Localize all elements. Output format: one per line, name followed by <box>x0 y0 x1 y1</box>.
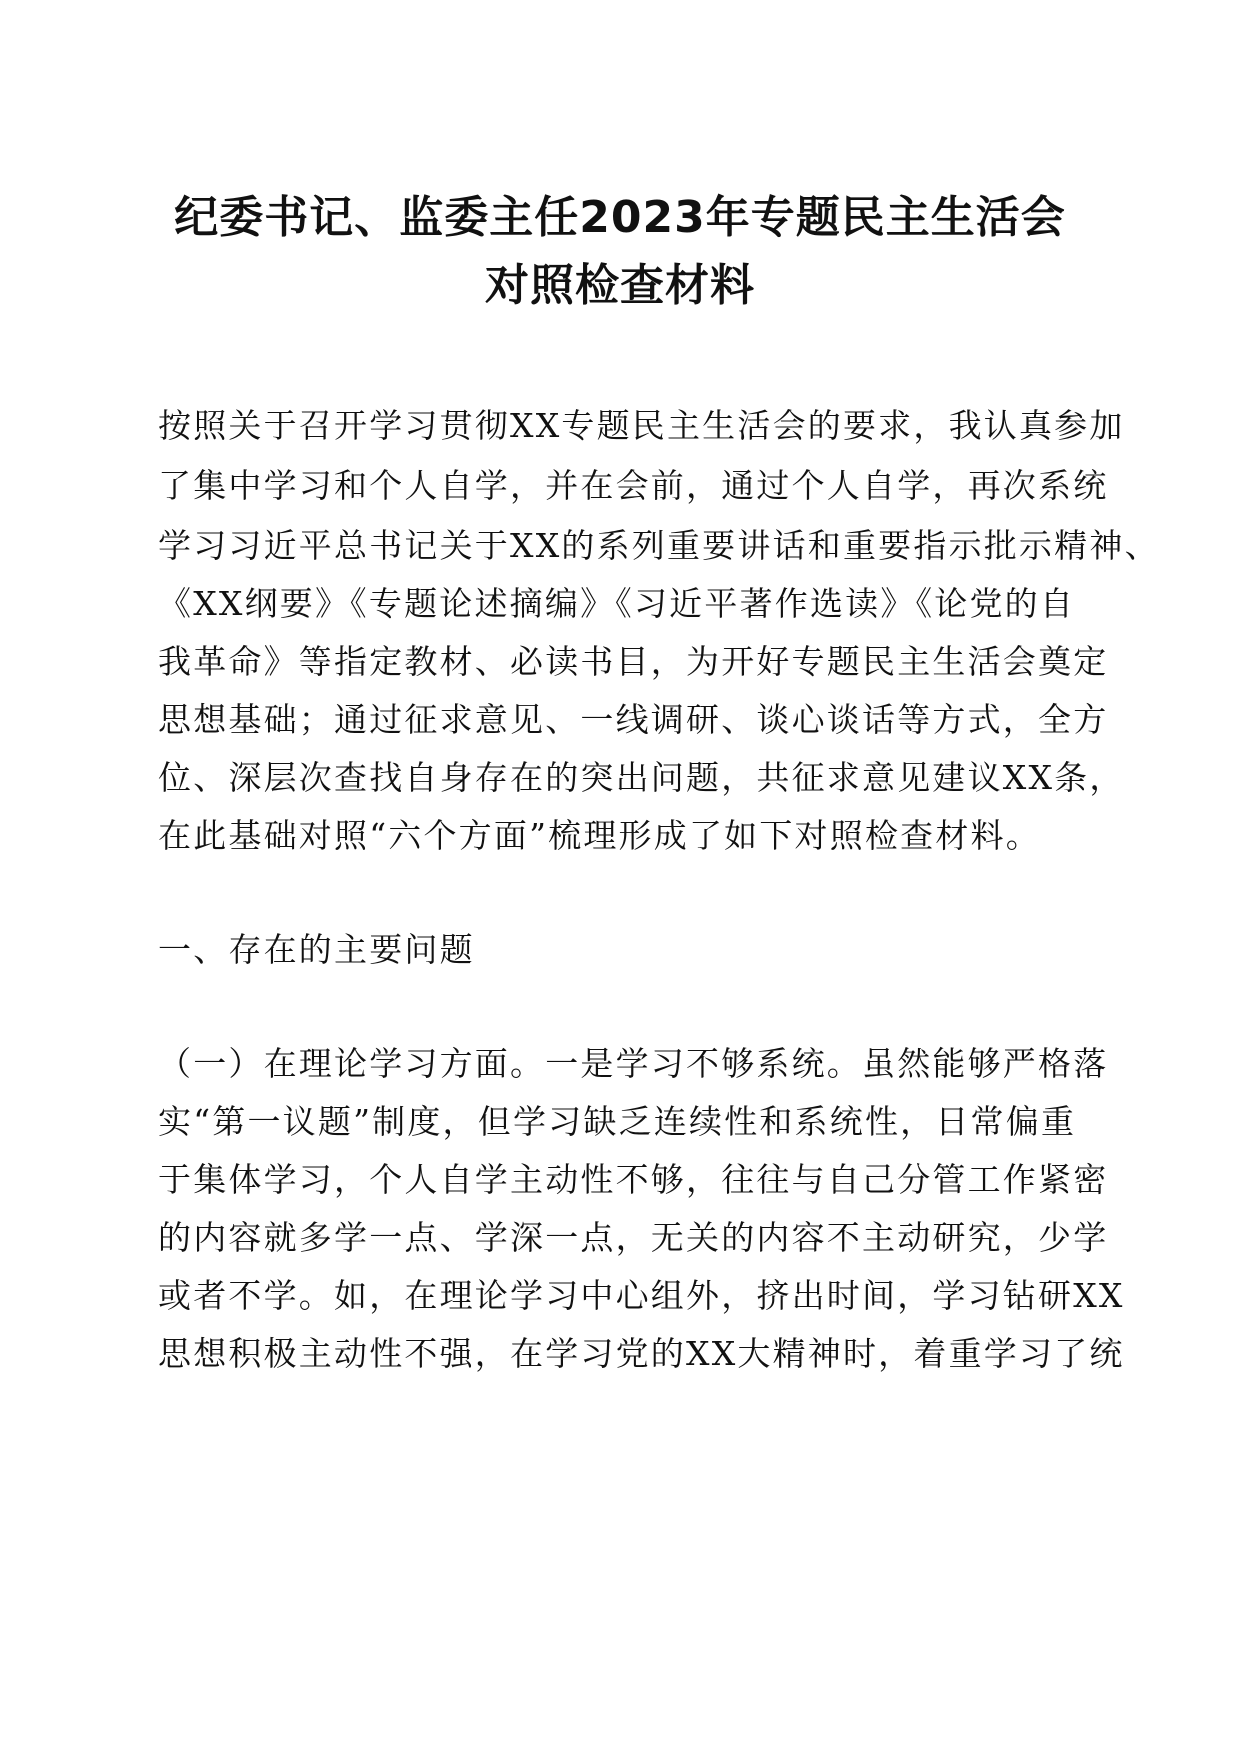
intro-line: 位、深层次查找自身存在的突出问题，共征求意见建议XX条， <box>158 758 1125 797</box>
body-line: （一）在理论学习方面。一是学习不够系统。虽然能够严格落 <box>158 1044 1109 1083</box>
intro-line: 我革命》等指定教材、必读书目，为开好专题民主生活会奠定 <box>158 642 1109 681</box>
intro-line: 在此基础对照“六个方面”梳理形成了如下对照检查材料。 <box>158 816 1041 855</box>
intro-line: 学习习近平总书记关于XX的系列重要讲话和重要指示批示精神、 <box>158 526 1160 565</box>
intro-line: 《XX纲要》《专题论述摘编》《习近平著作选读》《论党的自 <box>158 584 1076 623</box>
intro-line: 按照关于召开学习贯彻XX专题民主生活会的要求，我认真参加 <box>158 406 1125 445</box>
body-line: 或者不学。如，在理论学习中心组外，挤出时间，学习钻研XX <box>158 1276 1125 1315</box>
body-line: 于集体学习，个人自学主动性不够，往往与自己分管工作紧密 <box>158 1160 1109 1199</box>
body-line: 实“第一议题”制度，但学习缺乏连续性和系统性，日常偏重 <box>158 1102 1077 1141</box>
document-title-line-2: 对照检查材料 <box>485 260 755 311</box>
intro-line: 思想基础；通过征求意见、一线调研、谈心谈话等方式，全方 <box>158 700 1109 739</box>
document-title-line-1: 纪委书记、监委主任2023年专题民主生活会 <box>174 192 1066 243</box>
section-heading: 一、存在的主要问题 <box>158 930 475 969</box>
body-line: 思想积极主动性不强，在学习党的XX大精神时，着重学习了统 <box>158 1334 1125 1373</box>
body-line: 的内容就多学一点、学深一点，无关的内容不主动研究，少学 <box>158 1218 1109 1257</box>
intro-line: 了集中学习和个人自学，并在会前，通过个人自学，再次系统 <box>158 466 1109 505</box>
